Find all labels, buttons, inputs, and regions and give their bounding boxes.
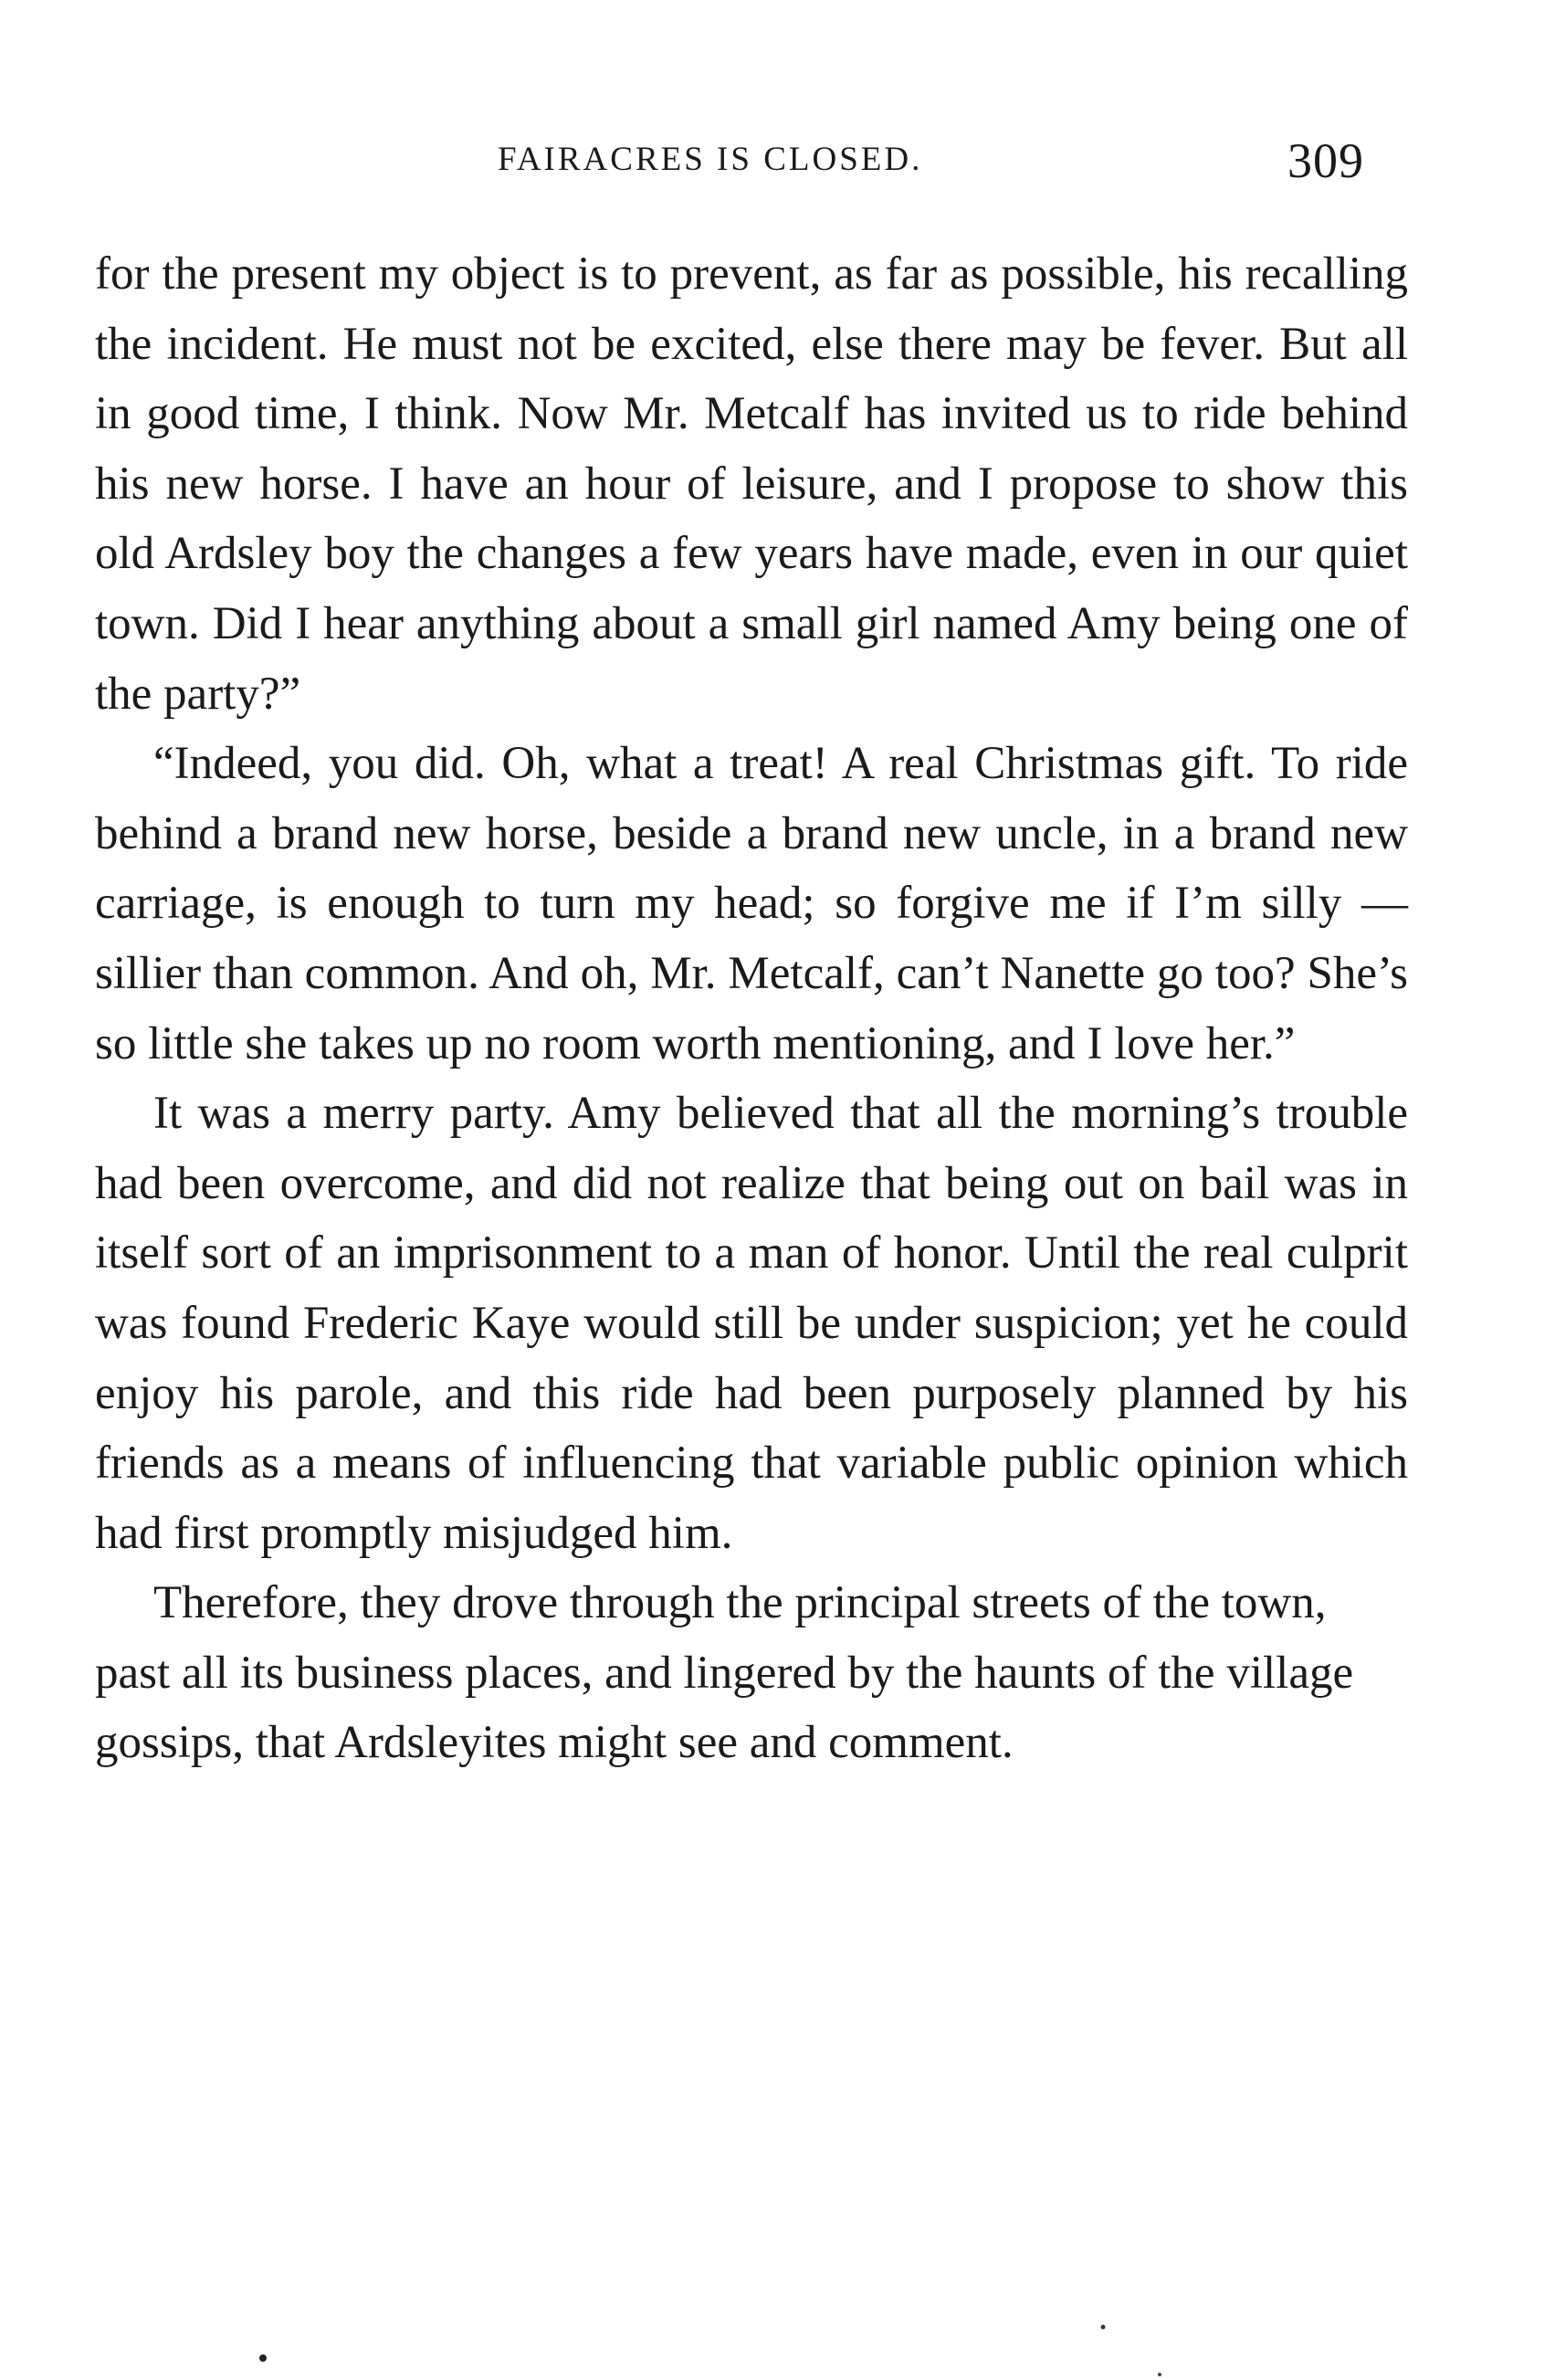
page-number: 309 [1287, 133, 1364, 188]
paragraph-merry-party: It was a merry party. Amy believed that all the morning’s trouble had been overcome, and did not realize that being out on bail was in itself sort of an imprisonment to a man of honor. Until the real culprit was found Frederic Kaye would still be under suspicion; yet he could enjoy his parole, and this ride had been purposely planned by his friends as a means of influencing that variable public opinion which had first promptly misjudged him. [95, 1088, 1408, 1559]
body-text [95, 239, 1408, 1778]
scan-speck [1101, 2325, 1106, 2330]
scan-speck [259, 2354, 267, 2362]
running-title: FAIRACRES IS CLOSED. [498, 141, 923, 178]
paragraph-continued: for the present my object is to prevent, as far as possible, his recalling the incident. He must not be excited, else there may be fever. But all in good time, I think. Now Mr. Metcalf has invited us to ride behind his new horse. I have an hour of leisure, and I propose to show this old Ardsley boy the changes a few years have made, even in our quiet town. Did I hear anything about a small girl named Amy being one of the party?” [95, 248, 1408, 720]
paragraph-amy-reply: “Indeed, you did. Oh, what a treat! A real Christmas gift. To ride behind a brand new horse, beside a brand new uncle, in a brand new carriage, is enough to turn my head; so forgive me if I’m silly — sillier than common. And oh, Mr. Metcalf, can’t Nanette go too? She’s so little she takes up no room worth mentioning, and I love her.” [95, 738, 1408, 1069]
scan-speck [1158, 2373, 1161, 2376]
paragraph-drove-through-town: Therefore, they drove through the principal streets of the town, past all its business places, and lingered by the haunts of the village gossips, that Ardsleyites might see and comment. [95, 1577, 1354, 1769]
running-head [0, 133, 1555, 192]
